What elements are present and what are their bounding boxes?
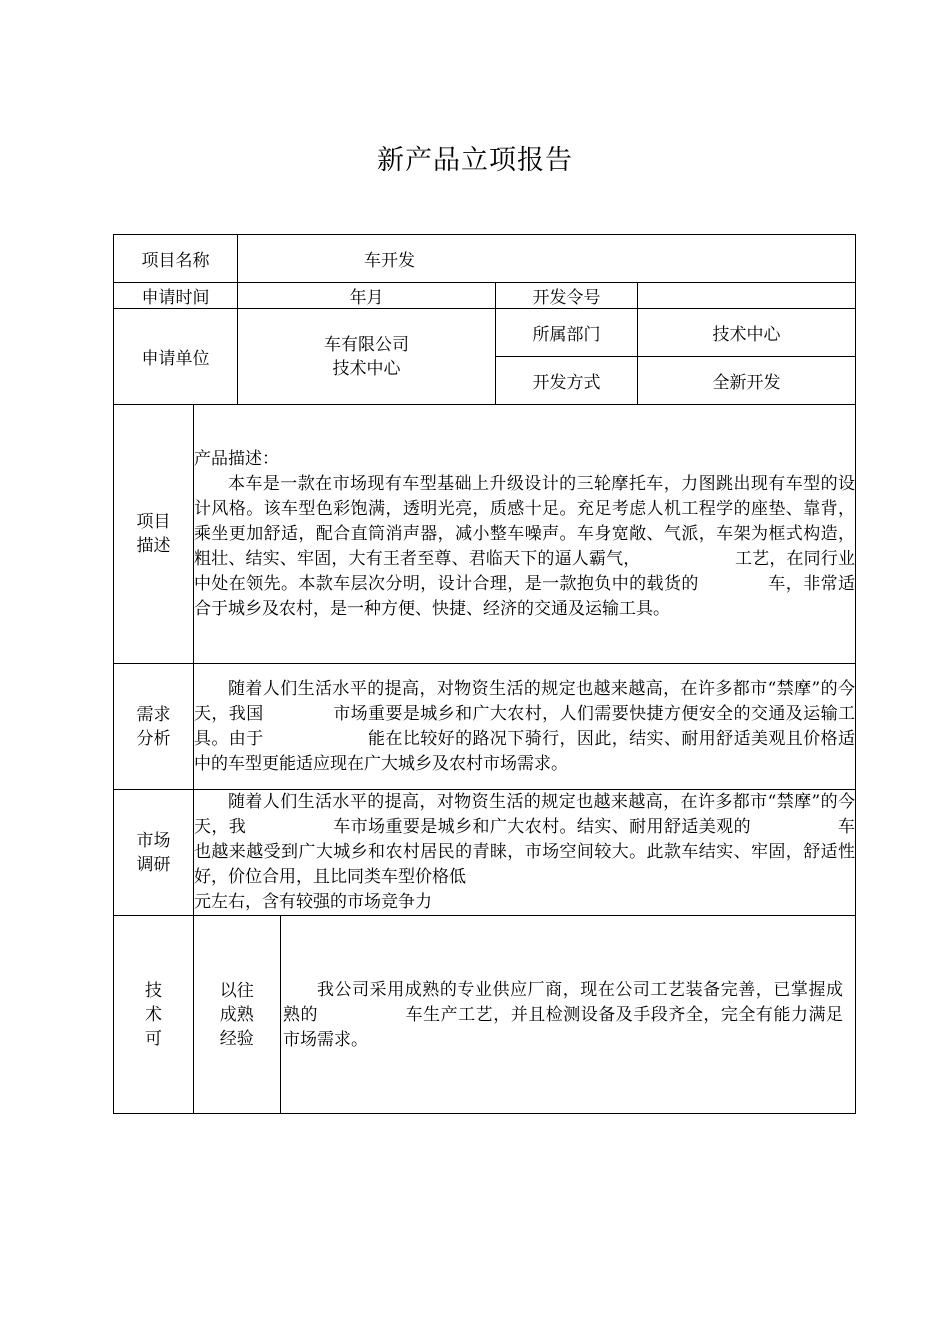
dept-value: 技术中心 <box>638 309 856 357</box>
tech-label-line3: 可 <box>145 1028 162 1049</box>
project-desc-label <box>114 405 194 664</box>
tech-label-line2: 术 <box>145 1004 162 1025</box>
demand-label-line1: 需求 <box>136 704 171 725</box>
tech-sub-line1: 以往 <box>219 980 254 1001</box>
tech-text: 我公司采用成熟的专业供应厂商，现在公司工艺装备完善，已掌握成熟的 车生产工艺，并且检测设备及手段齐全，完全有能力满足市场需求。 <box>283 980 843 1050</box>
apply-unit-line2: 技术中心 <box>332 358 401 379</box>
tech-label-line1: 技 <box>145 980 162 1001</box>
tech-sub-label <box>194 916 280 1113</box>
row-project-desc <box>114 405 856 664</box>
tech-label <box>114 916 194 1114</box>
dev-method-value: 全新开发 <box>638 357 856 405</box>
dev-method-label: 开发方式 <box>496 357 638 405</box>
market-label <box>114 790 194 916</box>
row-apply-time <box>114 283 856 309</box>
document-title: 新产品立项报告 <box>377 145 573 176</box>
market-label-line2: 调研 <box>136 854 171 875</box>
project-desc-content <box>194 405 856 664</box>
dept-label: 所属部门 <box>496 309 638 357</box>
project-desc-heading: 产品描述： <box>194 448 279 469</box>
row-apply-unit <box>114 309 856 357</box>
tech-sub-line3: 经验 <box>219 1028 254 1049</box>
apply-unit-label: 申请单位 <box>114 309 238 405</box>
row-project-name <box>114 235 856 283</box>
apply-unit-line1: 车有限公司 <box>324 334 409 355</box>
market-content <box>194 790 856 916</box>
project-name-text: 车开发 <box>364 251 415 271</box>
project-desc-label-line1: 项目 <box>136 512 171 532</box>
dev-order-label: 开发令号 <box>496 283 638 309</box>
demand-label <box>114 664 194 790</box>
tech-sub-line2: 成熟 <box>219 1004 254 1025</box>
market-label-line1: 市场 <box>136 830 171 851</box>
demand-label-line2: 分析 <box>136 728 171 749</box>
project-name-label: 项目名称 <box>114 235 238 283</box>
demand-content <box>194 664 856 790</box>
apply-unit-value <box>238 309 496 405</box>
row-demand <box>114 664 856 790</box>
market-text: 随着人们生活水平的提高，对物资生活的规定也越来越高，在许多都市“禁摩”的今天，我 车市场重要是城乡和广大农村。结实、耐用舒适美观的 车也越来越受到广大城乡和农村居民的青睐，市场空间较大。此款车结实、牢固，舒适性好，价位合用，且比同类车型价格低 <box>194 792 856 887</box>
apply-time-value: 年月 <box>238 283 496 309</box>
project-desc-label-line2: 描述 <box>136 536 171 556</box>
row-market <box>114 790 856 916</box>
market-text-tail: 元左右，含有较强的市场竞争力 <box>194 892 432 912</box>
dev-order-value <box>638 283 856 309</box>
project-name-value <box>238 235 856 283</box>
demand-text: 随着人们生活水平的提高，对物资生活的规定也越来越高，在许多都市“禁摩”的今天，我国 市场重要是城乡和广大农村，人们需要快捷方便安全的交通及运输工具。由于 能在比较好的路况下骑行，因此，结实、耐用舒适美观且价格适中的车型更能适应现在广大城乡及农村市场需求。 <box>194 678 856 774</box>
project-desc-text: 本车是一款在市场现有车型基础上升级设计的三轮摩托车，力图跳出现有车型的设计风格。该车型色彩饱满，透明光亮，质感十足。充足考虑人机工程学的座垫、靠背，乘坐更加舒适，配合直筒消声器，减小整车噪声。车身宽敞、气派，车架为框式构造，粗壮、结实、牢固，大有王者至尊、君临天下的逼人霸气， 工艺，在同行业中处在领先。本款车层次分明，设计合理，是一款抱负中的载货的 车，非常适合于城乡及农村，是一种方便、快捷、经济的交通及运输工具。 <box>194 473 856 619</box>
apply-time-label: 申请时间 <box>114 283 238 309</box>
